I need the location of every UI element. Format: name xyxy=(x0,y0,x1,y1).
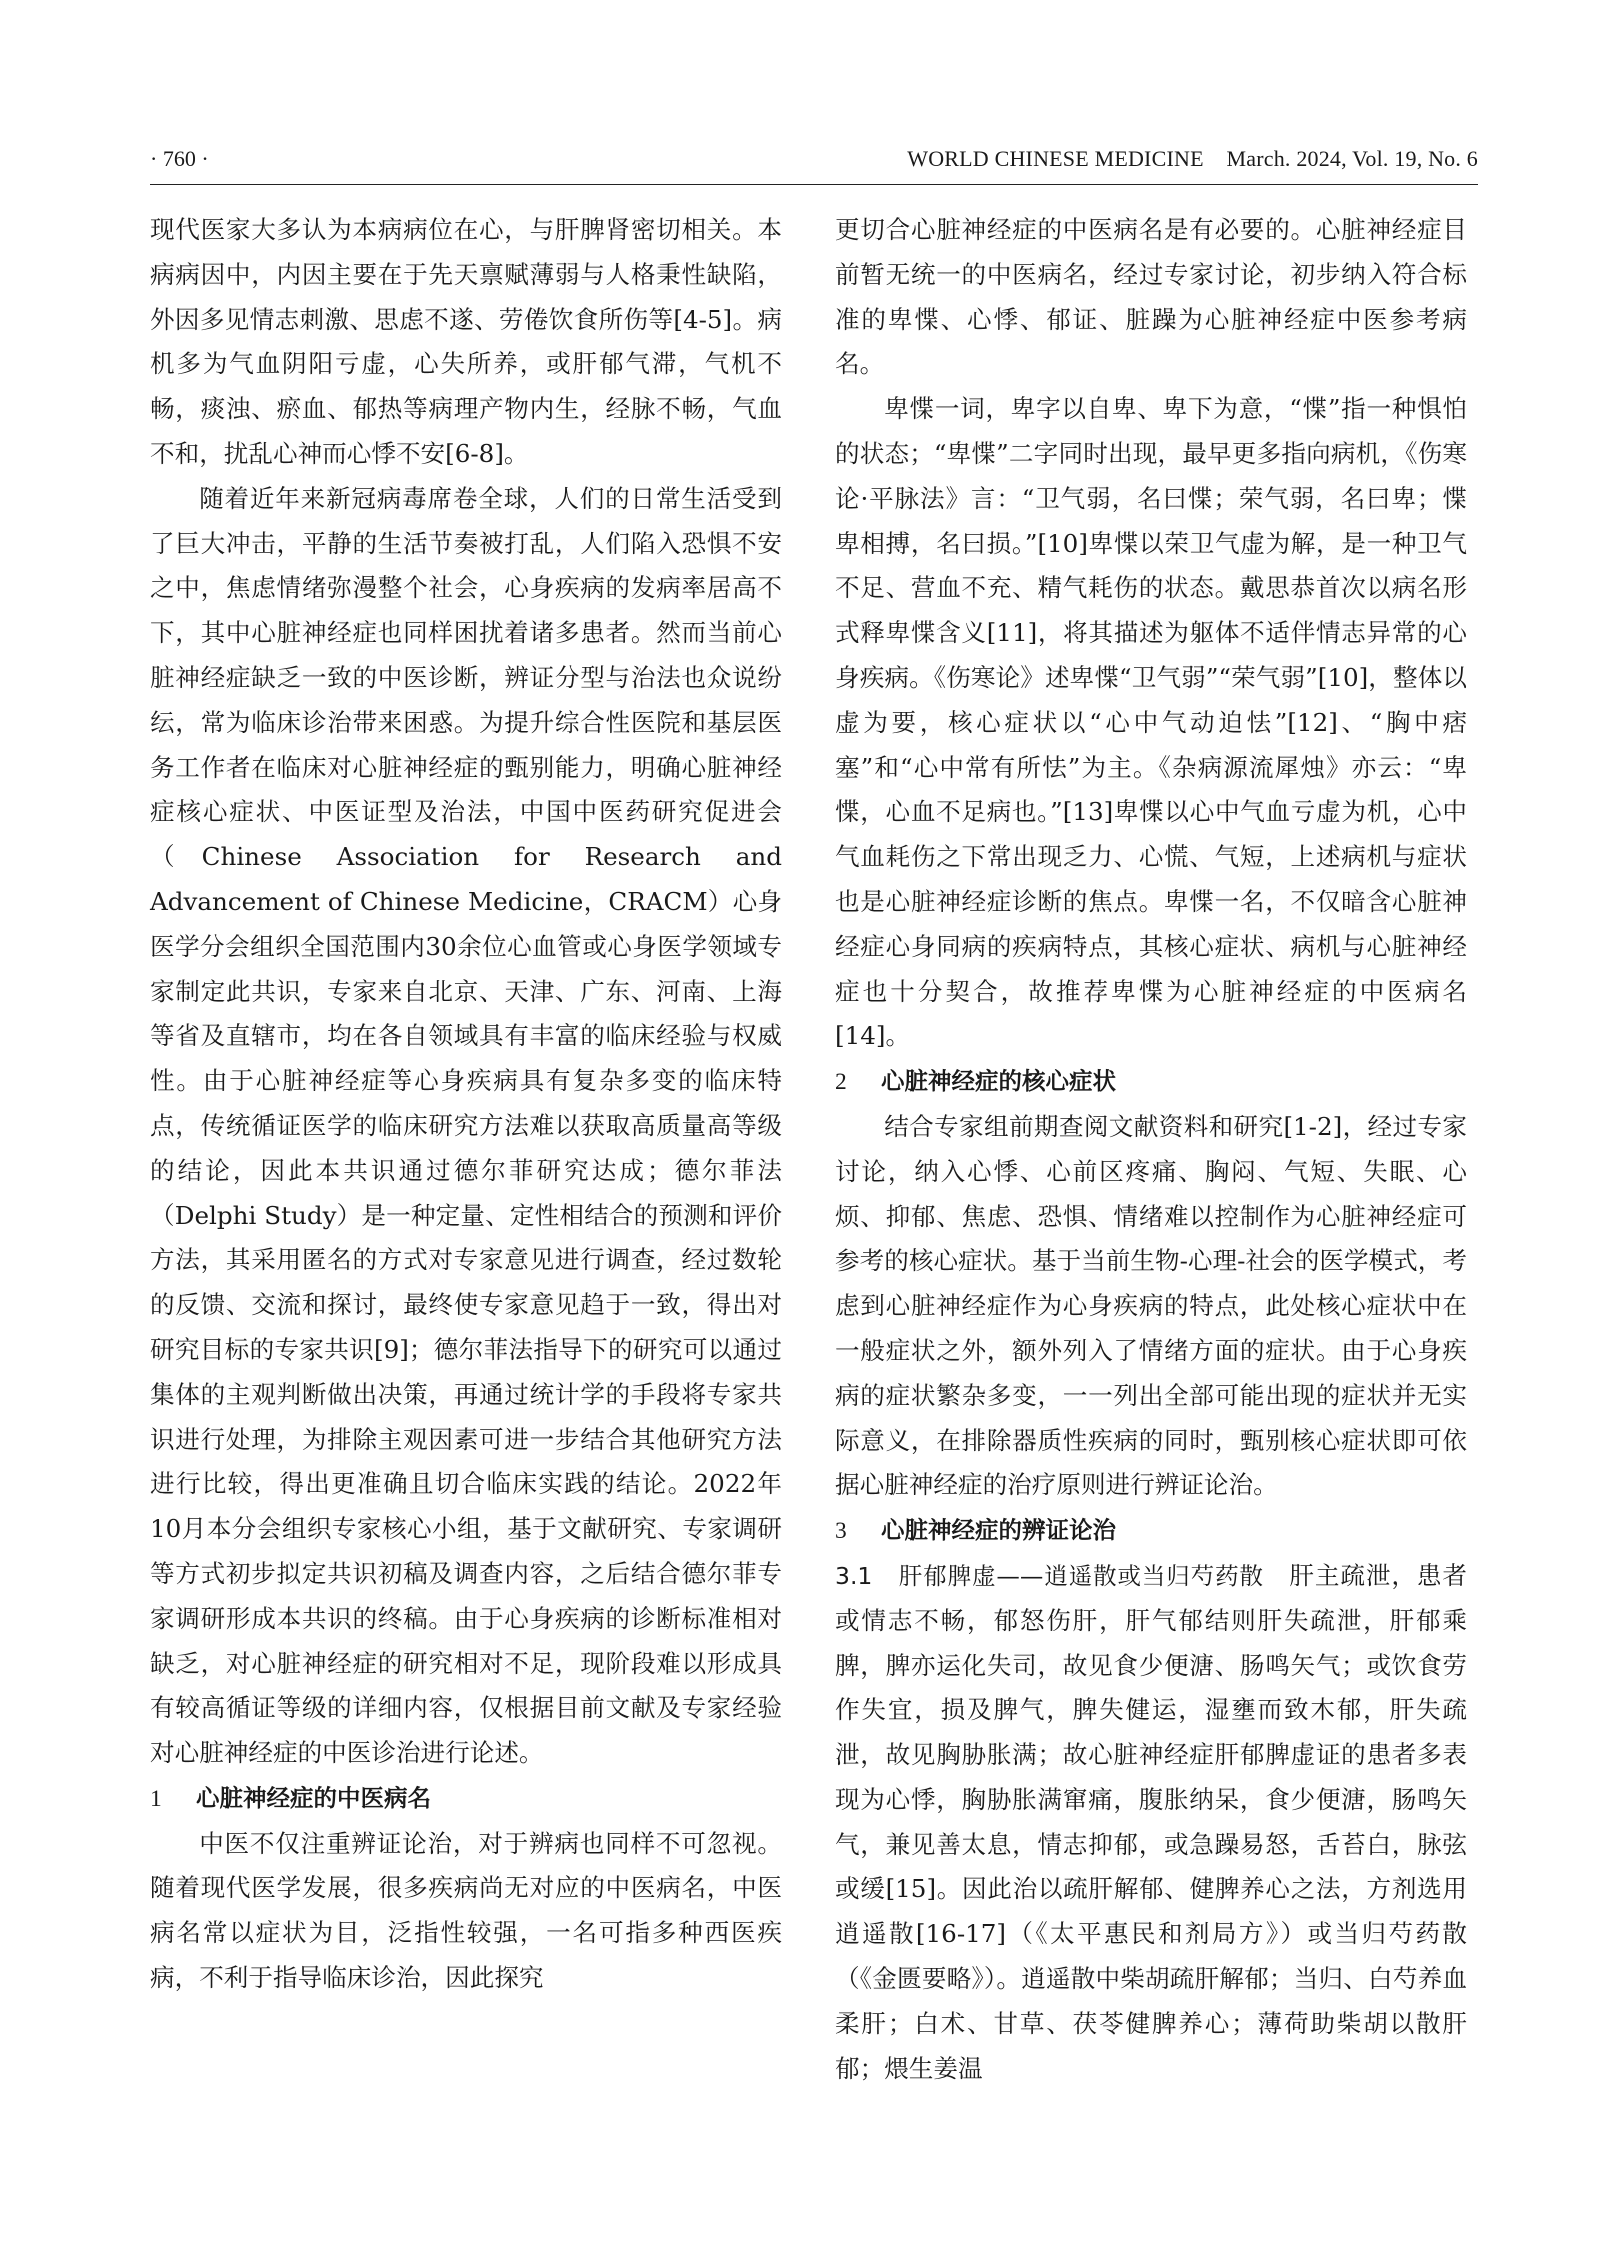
running-header xyxy=(150,146,1478,186)
header-rule xyxy=(150,184,1478,185)
section-title: 心脏神经症的核心症状 xyxy=(881,1067,1116,1096)
section-number: 1 xyxy=(150,1785,162,1812)
subsection-number: 3.1 xyxy=(835,1561,873,1590)
left-column xyxy=(150,208,782,2001)
subsection-title: 肝郁脾虚——逍遥散或当归芍药散 xyxy=(898,1561,1264,1590)
paragraph: 中医不仅注重辨证论治，对于辨病也同样不可忽视。随着现代医学发展，很多疾病尚无对应的中医病名，中医病名常以症状为目，泛指性较强，一名可指多种西医疾病，不利于指导临床诊治，因此探究 xyxy=(150,1828,782,1993)
section-heading-2 xyxy=(835,1059,1467,1105)
section-number: 3 xyxy=(835,1518,847,1545)
paragraph: 结合专家组前期查阅文献资料和研究[1-2]，经过专家讨论，纳入心悸、心前区疼痛、胸闷、气短、失眠、心烦、抑郁、焦虑、恐惧、情绪难以控制作为心脏神经症可参考的核心症状。基于当前生物-心理-社会的医学模式，考虑到心脏神经症作为心身疾病的特点，此处核心症状中在一般症状之外，额外列入了情绪方面的症状。由于心身疾病的症状繁杂多变，一一列出全部可能出现的症状并无实际意义，在排除器质性疾病的同时，甄别核心症状即可依据心脏神经症的治疗原则进行辨证论治。 xyxy=(835,1111,1467,1500)
paragraph: 卑惵一词，卑字以自卑、卑下为意，“惵”指一种惧怕的状态；“卑惵”二字同时出现，最早更多指向病机，《伤寒论·平脉法》言：“卫气弱，名曰惵；荣气弱，名曰卑；惵卑相搏，名曰损。”[10]卑惵以荣卫气虚为解，是一种卫气不足、营血不充、精气耗伤的状态。戴思恭首次以病名形式释卑惵含义[11]，将其描述为躯体不适伴情志异常的心身疾病。《伤寒论》述卑惵“卫气弱”“荣气弱”[10]，整体以虚为要，核心症状以“心中气动迫怯”[12]、“胸中痞塞”和“心中常有所怯”为主。《杂病源流犀烛》亦云：“卑惵，心血不足病也。”[13]卑惵以心中气血亏虚为机，心中气血耗伤之下常出现乏力、心慌、气短，上述病机与症状也是心脏神经症诊断的焦点。卑惵一名，不仅暗含心脏神经症心身同病的疾病特点，其核心症状、病机与心脏神经症也十分契合，故推荐卑惵为心脏神经症的中医病名[14]。 xyxy=(835,394,1467,1051)
paragraph: 随着近年来新冠病毒席卷全球，人们的日常生活受到了巨大冲击，平静的生活节奏被打乱，人们陷入恐惧不安之中，焦虑情绪弥漫整个社会，心身疾病的发病率居高不下，其中心脏神经症也同样困扰着诸多患者。然而当前心脏神经症缺乏一致的中医诊断，辨证分型与治法也众说纷纭，常为临床诊治带来困惑。为提升综合性医院和基层医务工作者在临床对心脏神经症的甄别能力，明确心脏神经症核心症状、中医证型及治法，中国中医药研究促进会（Chinese Association for Research and Advancement of Chinese Medicine，CRACM）心身医学分会组织全国范围内30余位心血管或心身医学领域专家制定此共识，专家来自北京、天津、广东、河南、上海等省及直辖市，均在各自领域具有丰富的临床经验与权威性。由于心脏神经症等心身疾病具有复杂多变的临床特点，传统循证医学的临床研究方法难以获取高质量高等级的结论，因此本共识通过德尔菲研究达成；德尔菲法（Delphi Study）是一种定量、定性相结合的预测和评价方法，其采用匿名的方式对专家意见进行调查，经过数轮的反馈、交流和探讨，最终使专家意见趋于一致，得出对研究目标的专家共识[9]；德尔菲法指导下的研究可以通过集体的主观判断做出决策，再通过统计学的手段将专家共识进行处理，为排除主观因素可进一步结合其他研究方法进行比较，得出更准确且切合临床实践的结论。2022年10月本分会组织专家核心小组，基于文献研究、专家调研等方式初步拟定共识初稿及调查内容，之后结合德尔菲专家调研形成本共识的终稿。由于心身疾病的诊断标准相对缺乏，对心脏神经症的研究相对不足，现阶段难以形成具有较高循证等级的详细内容，仅根据目前文献及专家经验对心脏神经症的中医诊治进行论述。 xyxy=(150,483,782,1768)
page-number: · 760 · xyxy=(150,146,209,171)
paragraph: 现代医家大多认为本病病位在心，与肝脾肾密切相关。本病病因中，内因主要在于先天禀赋薄弱与人格秉性缺陷，外因多见情志刺激、思虑不遂、劳倦饮食所伤等[4-5]。病机多为气血阴阳亏虚，心失所养，或肝郁气滞，气机不畅，痰浊、瘀血、郁热等病理产物内生，经脉不畅，气血不和，扰乱心神而心悸不安[6-8]。 xyxy=(150,215,782,468)
subsection-paragraph xyxy=(835,1554,1467,2092)
section-heading-3 xyxy=(835,1508,1467,1554)
journal-citation: WORLD CHINESE MEDICINE March. 2024, Vol. 19, No. 6 xyxy=(907,146,1478,171)
paragraph: 肝主疏泄，患者或情志不畅，郁怒伤肝，肝气郁结则肝失疏泄，肝郁乘脾，脾亦运化失司，故见食少便溏、肠鸣矢气；或饮食劳作失宜，损及脾气，脾失健运，湿壅而致木郁，肝失疏泄，故见胸胁胀满；故心脏神经症肝郁脾虚证的患者多表现为心悸，胸胁胀满窜痛，腹胀纳呆，食少便溏，肠鸣矢气，兼见善太息，情志抑郁，或急躁易怒，舌苔白，脉弦或缓[15]。因此治以疏肝解郁、健脾养心之法，方剂选用逍遥散[16-17]（《太平惠民和剂局方》）或当归芍药散（《金匮要略》）。逍遥散中柴胡疏肝解郁；当归、白芍养血柔肝；白术、甘草、茯苓健脾养心；薄荷助柴胡以散肝郁；煨生姜温 xyxy=(835,1560,1467,2083)
section-title: 心脏神经症的辨证论治 xyxy=(881,1516,1116,1545)
right-column xyxy=(835,208,1467,2091)
section-title: 心脏神经症的中医病名 xyxy=(196,1783,431,1812)
section-heading-1 xyxy=(150,1776,782,1822)
section-number: 2 xyxy=(835,1069,847,1096)
paragraph: 更切合心脏神经症的中医病名是有必要的。心脏神经症目前暂无统一的中医病名，经过专家讨论，初步纳入符合标准的卑惵、心悸、郁证、脏躁为心脏神经症中医参考病名。 xyxy=(835,215,1467,379)
